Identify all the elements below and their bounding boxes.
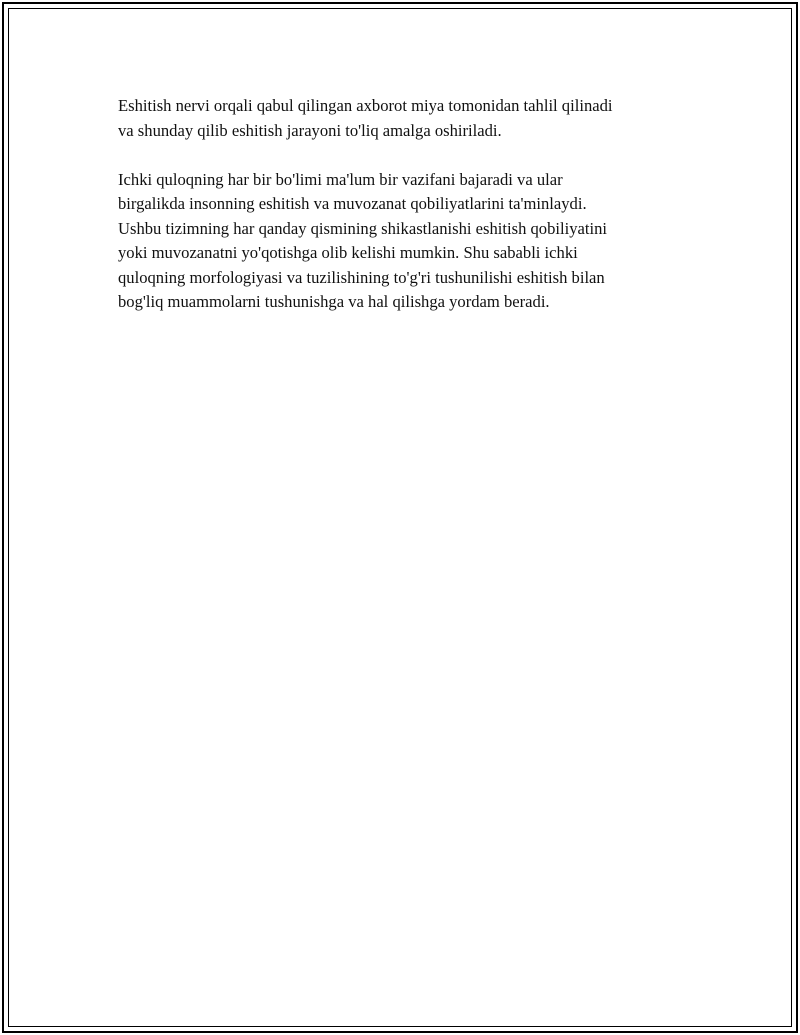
text-line: Ichki quloqning har bir bo'limi ma'lum bir vazifani bajaradi va ular <box>118 169 563 189</box>
text-line: Ushbu tizimning har qanday qismining shikastlanishi eshitish qobiliyatini <box>118 218 608 238</box>
text-line: quloqning morfologiyasi va tuzilishining to'g'ri tushunilishi eshitish bilan <box>118 267 605 287</box>
text-line: bog'liq muammolarni tushunishga va hal qilishga yordam beradi. <box>118 292 550 311</box>
text-line: yoki muvozanatni yo'qotishga olib kelishi mumkin. Shu sababli ichki <box>118 243 578 262</box>
text-line: va shunday qilib eshitish jarayoni to'liq amalga oshiriladi. <box>118 120 502 140</box>
text-line: Eshitish nervi orqali qabul qilingan axborot miya tomonidan tahlil qilinadi <box>118 96 613 115</box>
paragraph-1 <box>118 94 688 143</box>
document-body <box>118 94 688 339</box>
paragraph-2 <box>118 168 688 315</box>
text-line: birgalikda insonning eshitish va muvozanat qobiliyatlarini ta'minlaydi. <box>118 194 587 213</box>
